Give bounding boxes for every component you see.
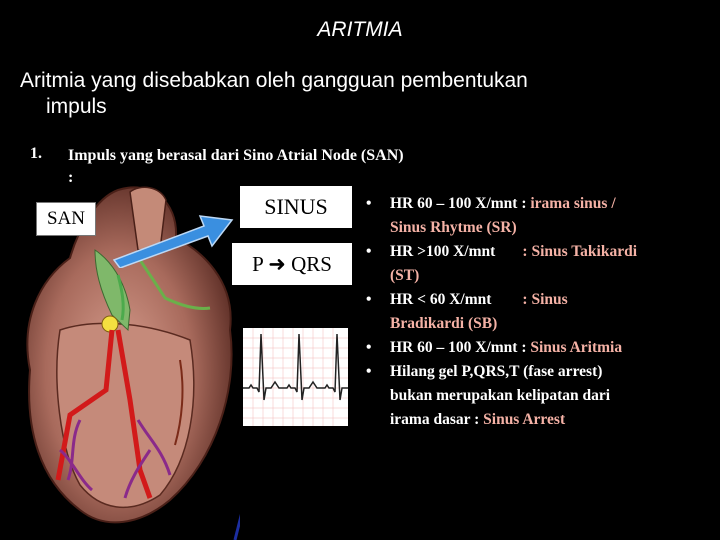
slide-subtitle: [20, 68, 660, 120]
ecg-strip-icon: [243, 328, 348, 426]
bullet-text: HR >100 X/mnt: [390, 243, 523, 260]
p-qrs-label: [232, 243, 352, 285]
sinus-label: SINUS: [240, 186, 352, 228]
qrs-label: QRS: [291, 252, 332, 276]
bullet-highlight: Bradikardi (SB): [390, 315, 498, 332]
bullet-item-sa: [358, 336, 718, 360]
bullet-item-st: [358, 240, 718, 288]
bullet-item-sr: [358, 192, 718, 240]
p-label: P: [252, 252, 263, 276]
bullet-highlight: (ST): [390, 267, 420, 284]
item-text-line-1: Impuls yang berasal dari Sino Atrial Node (SAN): [68, 147, 404, 164]
bullet-highlight: Sinus Rhytme (SR): [390, 219, 517, 236]
bullet-item-arrest: [358, 360, 718, 432]
bullet-text: HR 60 – 100 X/mnt :: [390, 195, 531, 212]
subtitle-line-2: impuls: [46, 95, 107, 118]
bullet-list: [358, 192, 718, 432]
bullet-text: HR < 60 X/mnt: [390, 291, 523, 308]
arrow-up-right-icon: [108, 208, 238, 268]
item-text-line-2: :: [68, 169, 74, 186]
bullet-highlight: Sinus Aritmia: [530, 339, 623, 356]
bullet-item-sb: [358, 288, 718, 336]
arrow-right-icon: ➜: [268, 252, 286, 276]
bullet-text: HR 60 – 100 X/mnt :: [390, 339, 531, 356]
bullet-text: bukan merupakan kelipatan dari: [390, 387, 611, 404]
bullet-highlight: Sinus Arrest: [483, 411, 566, 428]
item-number: 1.: [30, 145, 42, 162]
bullet-highlight: : Sinus: [522, 291, 568, 308]
bullet-text: irama dasar :: [390, 411, 484, 428]
slide-title: ARITMIA: [317, 18, 403, 41]
subtitle-line-1: Aritmia yang disebabkan oleh gangguan pembentukan: [20, 69, 528, 92]
bullet-highlight: irama sinus /: [530, 195, 616, 212]
san-label: SAN: [36, 202, 96, 236]
bullet-highlight: : Sinus Takikardi: [522, 243, 638, 260]
bullet-text: Hilang gel P,QRS,T (fase arrest): [390, 363, 603, 380]
